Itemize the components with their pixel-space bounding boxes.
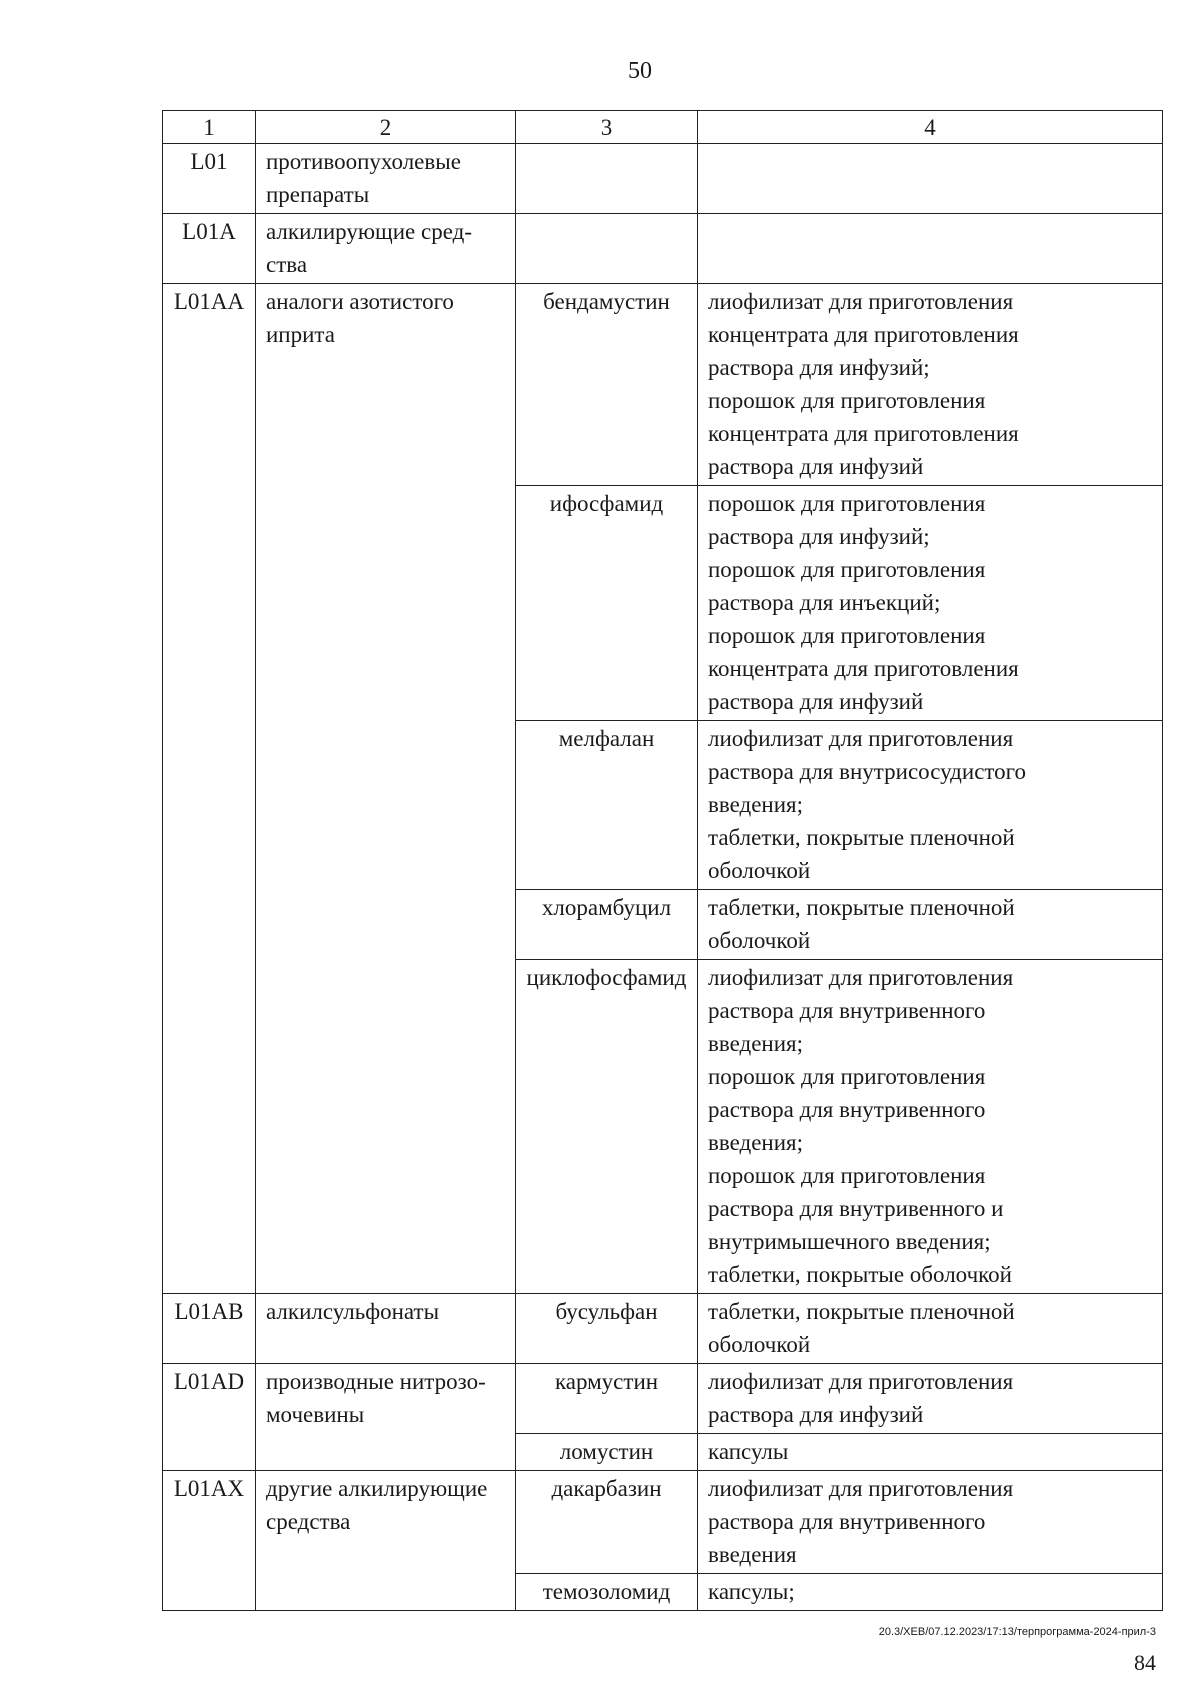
- dosage-form-cell: [698, 1574, 1163, 1611]
- dosage-form-cell: [698, 1471, 1163, 1574]
- document-code: 20.3/ХЕВ/07.12.2023/17:13/терпрограмма-2024-прил-3: [878, 1626, 1156, 1638]
- table-row: [163, 1294, 1163, 1364]
- drug-name-cell: хлорамбуцил: [516, 890, 698, 960]
- text-line: раствора для внутривенного: [708, 1097, 986, 1122]
- dosage-form-cell: [698, 1364, 1163, 1434]
- text-line: ства: [266, 252, 308, 277]
- dosage-form-cell: [698, 960, 1163, 1294]
- drug-name-cell: мелфалан: [516, 721, 698, 890]
- text-line: оболочкой: [708, 1332, 811, 1357]
- text-line: аналоги азотистого: [266, 289, 454, 314]
- table-row: [163, 144, 1163, 214]
- dosage-form-cell: [698, 144, 1163, 214]
- dosage-form-cell: [698, 284, 1163, 486]
- text-line: оболочкой: [708, 928, 811, 953]
- text-line: капсулы: [708, 1439, 789, 1464]
- atc-code-cell: L01AX: [163, 1471, 256, 1611]
- atc-code-cell: L01AB: [163, 1294, 256, 1364]
- header-cell: 3: [516, 111, 698, 144]
- text-line: раствора для внутривенного: [708, 998, 986, 1023]
- text-line: противоопухолевые: [266, 149, 461, 174]
- text-line: порошок для приготовления: [708, 1064, 986, 1089]
- dosage-form-cell: [698, 721, 1163, 890]
- text-line: введения: [708, 1542, 797, 1567]
- dosage-form-cell: [698, 214, 1163, 284]
- text-line: таблетки, покрытые оболочкой: [708, 1262, 1012, 1287]
- text-line: алкилирующие сред-: [266, 219, 472, 244]
- drug-name-cell: бендамустин: [516, 284, 698, 486]
- group-name-cell: [256, 1471, 516, 1611]
- table-row: [163, 1364, 1163, 1434]
- text-line: раствора для инфузий: [708, 1402, 924, 1427]
- text-line: другие алкилирующие: [266, 1476, 488, 1501]
- group-name-cell: [256, 144, 516, 214]
- group-name-cell: [256, 214, 516, 284]
- text-line: таблетки, покрытые пленочной: [708, 1299, 1015, 1324]
- text-line: внутримышечного введения;: [708, 1229, 991, 1254]
- text-line: раствора для инъекций;: [708, 590, 941, 615]
- drug-name-cell: бусульфан: [516, 1294, 698, 1364]
- header-cell: 1: [163, 111, 256, 144]
- text-line: концентрата для приготовления: [708, 656, 1019, 681]
- drug-name-cell: кармустин: [516, 1364, 698, 1434]
- text-line: порошок для приготовления: [708, 623, 986, 648]
- drug-name-cell: дакарбазин: [516, 1471, 698, 1574]
- atc-code-cell: L01: [163, 144, 256, 214]
- text-line: порошок для приготовления: [708, 491, 986, 516]
- dosage-form-cell: [698, 486, 1163, 721]
- text-line: введения;: [708, 1130, 803, 1155]
- header-cell: 2: [256, 111, 516, 144]
- dosage-form-cell: [698, 1294, 1163, 1364]
- drug-name-cell: ломустин: [516, 1434, 698, 1471]
- drug-table: [162, 110, 1163, 1611]
- atc-code-cell: L01AD: [163, 1364, 256, 1471]
- table-header-row: [163, 111, 1163, 144]
- text-line: раствора для внутрисосудистого: [708, 759, 1027, 784]
- text-line: оболочкой: [708, 858, 811, 883]
- text-line: лиофилизат для приготовления: [708, 726, 1014, 751]
- text-line: средства: [266, 1509, 351, 1534]
- text-line: таблетки, покрытые пленочной: [708, 825, 1015, 850]
- text-line: порошок для приготовления: [708, 388, 986, 413]
- text-line: препараты: [266, 182, 370, 207]
- group-name-cell: [256, 1364, 516, 1471]
- text-line: лиофилизат для приготовления: [708, 965, 1014, 990]
- drug-name-cell: [516, 214, 698, 284]
- text-line: раствора для внутривенного и: [708, 1196, 1004, 1221]
- drug-name-cell: темозоломид: [516, 1574, 698, 1611]
- text-line: мочевины: [266, 1402, 365, 1427]
- text-line: алкилсульфонаты: [266, 1299, 440, 1324]
- text-line: введения;: [708, 1031, 803, 1056]
- text-line: раствора для инфузий: [708, 689, 924, 714]
- table-row: [163, 1471, 1163, 1574]
- table-row: [163, 214, 1163, 284]
- text-line: иприта: [266, 322, 335, 347]
- text-line: концентрата для приготовления: [708, 322, 1019, 347]
- table-body: [163, 111, 1163, 1611]
- text-line: производные нитрозо-: [266, 1369, 486, 1394]
- text-line: лиофилизат для приготовления: [708, 1369, 1014, 1394]
- text-line: раствора для инфузий;: [708, 524, 930, 549]
- drug-name-cell: циклофосфамид: [516, 960, 698, 1294]
- dosage-form-cell: [698, 1434, 1163, 1471]
- text-line: лиофилизат для приготовления: [708, 1476, 1014, 1501]
- header-cell: 4: [698, 111, 1163, 144]
- text-line: порошок для приготовления: [708, 1163, 986, 1188]
- text-line: капсулы;: [708, 1579, 795, 1604]
- text-line: лиофилизат для приготовления: [708, 289, 1014, 314]
- footer-page-number: 84: [1134, 1650, 1156, 1675]
- text-line: введения;: [708, 792, 803, 817]
- atc-code-cell: L01A: [163, 214, 256, 284]
- drug-name-cell: ифосфамид: [516, 486, 698, 721]
- text-line: раствора для инфузий;: [708, 355, 930, 380]
- table-row: [163, 284, 1163, 486]
- page-number: 50: [628, 58, 652, 84]
- text-line: раствора для инфузий: [708, 454, 924, 479]
- group-name-cell: [256, 284, 516, 1294]
- group-name-cell: [256, 1294, 516, 1364]
- text-line: раствора для внутривенного: [708, 1509, 986, 1534]
- dosage-form-cell: [698, 890, 1163, 960]
- atc-code-cell: L01AA: [163, 284, 256, 1294]
- text-line: порошок для приготовления: [708, 557, 986, 582]
- drug-name-cell: [516, 144, 698, 214]
- text-line: таблетки, покрытые пленочной: [708, 895, 1015, 920]
- text-line: концентрата для приготовления: [708, 421, 1019, 446]
